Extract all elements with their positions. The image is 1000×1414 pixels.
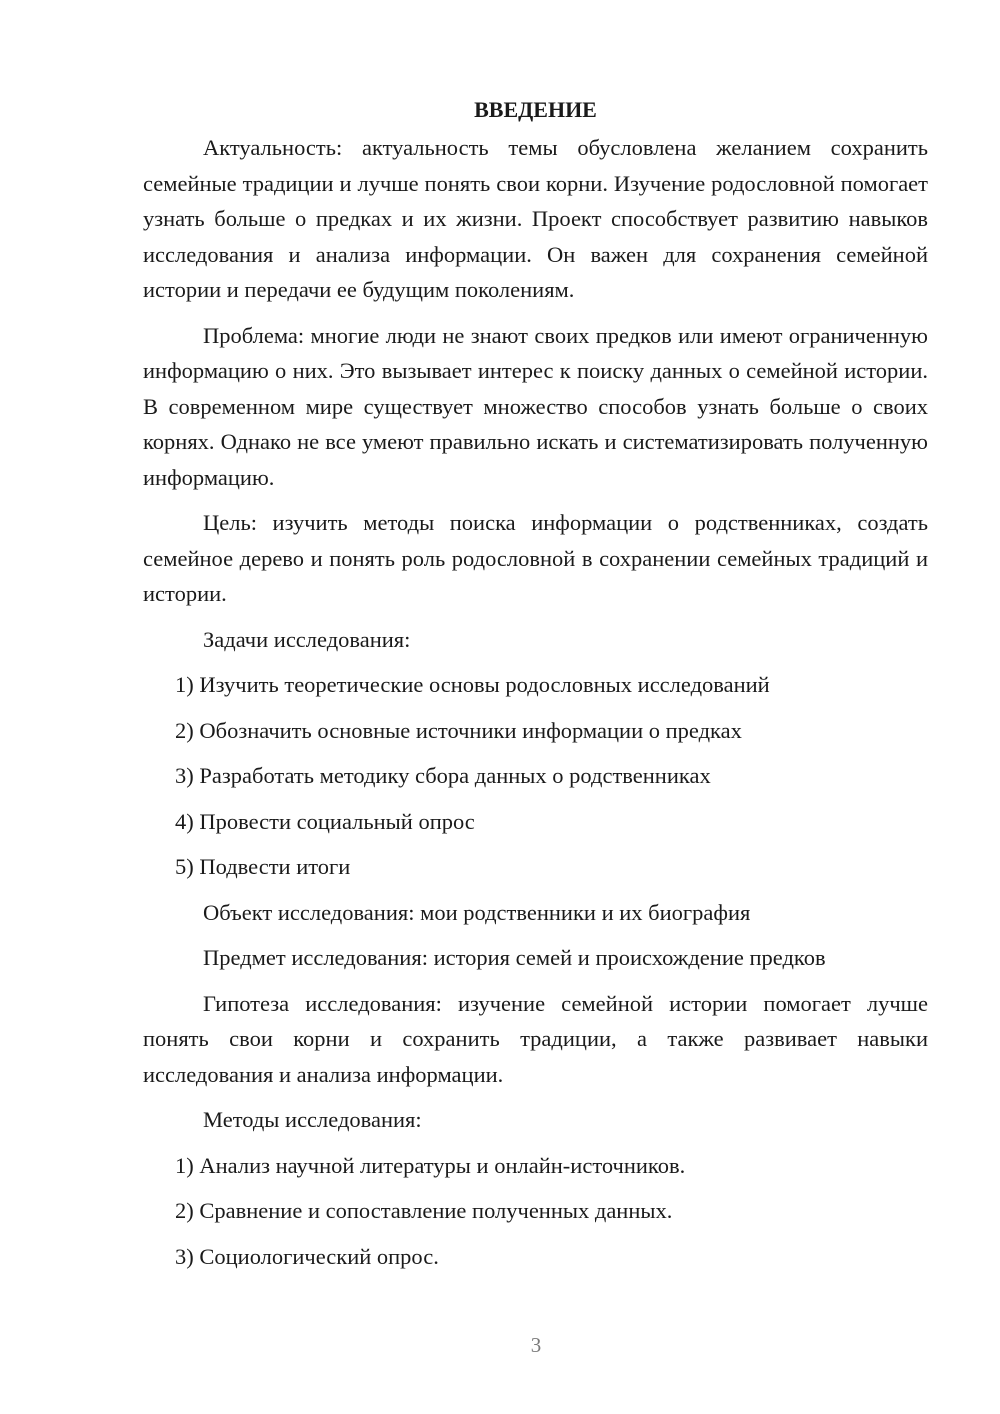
tasks-heading: Задачи исследования: bbox=[203, 626, 411, 652]
task-item: 4) Провести социальный опрос bbox=[175, 808, 475, 834]
task-item: 2) Обозначить основные источники информации о предках bbox=[175, 717, 742, 743]
page-number: 3 bbox=[530, 1333, 542, 1357]
hypothesis-paragraph: Гипотеза исследования: изучение семейной истории помогает лучше понять свои корни и сохранить традиции, а также развивает навыки исследования и анализа информации. bbox=[143, 990, 928, 1087]
page-content bbox=[143, 92, 928, 1284]
task-item: 1) Изучить теоретические основы родословных исследований bbox=[175, 672, 770, 697]
method-item: 2) Сравнение и сопоставление полученных данных. bbox=[175, 1198, 673, 1223]
method-item: 1) Анализ научной литературы и онлайн-источников. bbox=[175, 1152, 686, 1178]
section-title: ВВЕДЕНИЕ bbox=[474, 97, 597, 122]
research-object: Объект исследования: мои родственники и их биография bbox=[203, 899, 751, 925]
problem-paragraph: Проблема: многие люди не знают своих предков или имеют ограниченную информацию о них. Это вызывает интерес к поиску данных о семейной истории. В современном мире существует множество способов узнать больше о своих корнях. Однако не все умеют правильно искать и систематизировать полученную информацию. bbox=[143, 322, 928, 490]
method-item: 3) Социологический опрос. bbox=[175, 1243, 439, 1269]
methods-heading: Методы исследования: bbox=[203, 1107, 422, 1132]
task-item: 5) Подвести итоги bbox=[175, 854, 351, 879]
task-item: 3) Разработать методику сбора данных о родственниках bbox=[175, 763, 711, 788]
goal-paragraph: Цель: изучить методы поиска информации о родственниках, создать семейное дерево и понять роль родословной в сохранении семейных традиций и истории. bbox=[143, 510, 928, 606]
relevance-paragraph: Актуальность: актуальность темы обусловлена желанием сохранить семейные традиции и лучше понять свои корни. Изучение родословной помогает узнать больше о предках и их жизни. Проект способствует развитию навыков исследования и анализа информации. Он важен для сохранения семейной истории и передачи ее будущим поколениям. bbox=[143, 135, 928, 302]
research-subject: Предмет исследования: история семей и происхождение предков bbox=[203, 945, 826, 970]
